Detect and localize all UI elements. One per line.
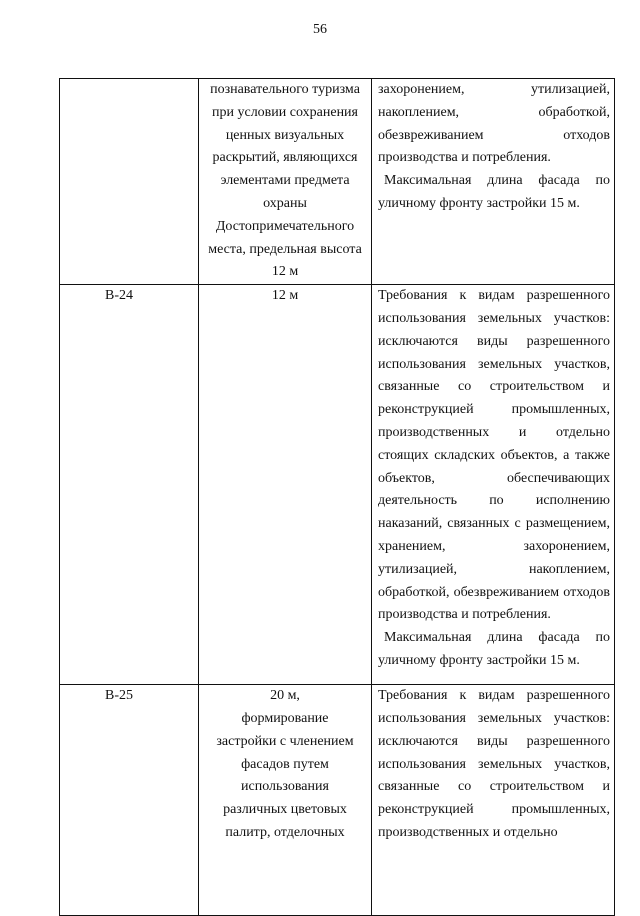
height-line: ценных визуальных (225, 127, 345, 143)
height-line: познавательного туризма (210, 82, 360, 97)
height-line: элементами предмета (220, 173, 350, 189)
height-line: палитр, отделочных (225, 824, 345, 840)
table-row (60, 285, 615, 685)
height-line: раскрытий, являющихся (212, 150, 358, 166)
height-line: фасадов путем (241, 756, 329, 772)
height-line: охраны (263, 195, 307, 211)
requirements-cell (372, 685, 615, 916)
zone-code-cell: В-24 (60, 285, 199, 685)
height-cell (199, 685, 372, 916)
requirements-cell (372, 79, 615, 285)
height-cell (199, 285, 372, 685)
height-line: места, предельная высота (208, 241, 362, 257)
zone-code-cell (60, 79, 199, 285)
height-line: 12 м (271, 264, 299, 280)
requirements-cell (372, 285, 615, 685)
height-line: Достопримечательного (215, 218, 355, 234)
zone-code-cell: В-25 (60, 685, 199, 916)
height-line: 12 м (271, 288, 299, 304)
height-line: использования (241, 779, 329, 795)
height-line: при условии сохранения (212, 104, 358, 120)
facade-length-text: Максимальная длина фасада по уличному фронту застройки 15 м. (378, 630, 610, 668)
table-row (60, 685, 615, 916)
table-row (60, 79, 615, 285)
page-number: 56 (313, 22, 327, 37)
requirements-text: захоронением, утилизацией, накоплением, обработкой, обезвреживанием отходов производства и потребления. (378, 82, 610, 166)
zoning-requirements-table (59, 78, 615, 916)
requirements-text: Требования к видам разрешенного использования земельных участков: исключаются виды разрешенного использования земельных участков, связанные со строительством и реконструкцией промышленных, производственных и отдельно (378, 688, 610, 840)
requirements-text: Требования к видам разрешенного использования земельных участков: исключаются виды разрешенного использования земельных участков, связанные со строительством и реконструкцией промышленных, производственных и отдельно стоящих складских объектов, а также объектов, обеспечивающих деятельность по исполнению наказаний, связанных с размещением, хранением, захоронением, утилизацией, накоплением, обработкой, обезвреживанием отходов производства и потребления. (378, 288, 610, 623)
height-line: формирование (241, 710, 329, 726)
facade-length-text: Максимальная длина фасада по уличному фронту застройки 15 м. (378, 173, 610, 211)
height-line: 20 м, (270, 688, 300, 704)
height-line: различных цветовых (223, 802, 347, 818)
height-cell (199, 79, 372, 285)
height-line: застройки с членением (216, 733, 354, 749)
